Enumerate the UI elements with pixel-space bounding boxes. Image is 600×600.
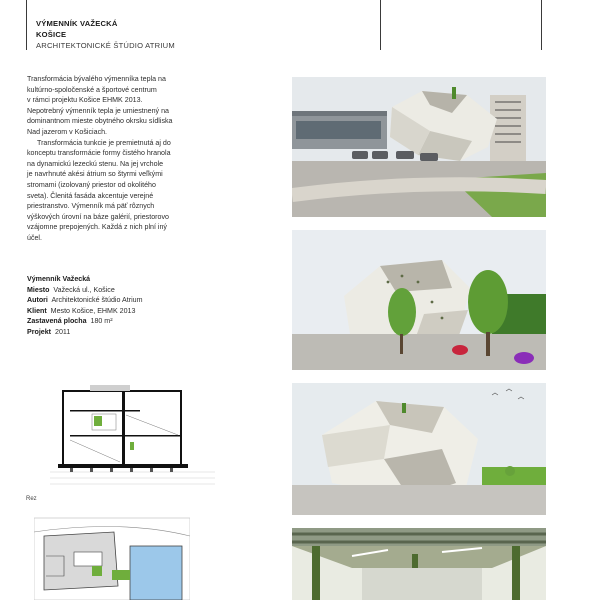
text-line: na dynamickú lezeckú stenu. Na jej vrchole bbox=[27, 159, 164, 168]
info-row: Klient Mesto Košice, EHMK 2013 bbox=[27, 306, 136, 315]
text-line: Nad jazerom v Košiciach. bbox=[27, 127, 108, 136]
text-line: účel. bbox=[27, 233, 42, 242]
project-header bbox=[36, 18, 175, 51]
project-title: VÝMENNÍK VAŽECKÁ bbox=[36, 19, 118, 28]
text-line: výškových úrovní na báze galérií, priestorovo bbox=[27, 212, 169, 221]
text-line: priestranstvo. Výmenník má päť rôznych bbox=[27, 202, 155, 211]
studio-name: ARCHITEKTONICKÉ ŠTÚDIO ATRIUM bbox=[36, 41, 175, 50]
section-drawing bbox=[30, 380, 220, 490]
text-line: stromami (izolovaný priestor od okolitého bbox=[27, 180, 156, 189]
floor-plan-drawing bbox=[34, 516, 190, 600]
text-line: je navrhnuté akési átrium so štyrmi veľkými bbox=[27, 170, 163, 179]
text-line: dominantnom mieste obytného okrsku sídliska bbox=[27, 117, 173, 126]
paragraph-1 bbox=[27, 74, 223, 138]
header-rule-right bbox=[541, 0, 542, 50]
text-line: sveta). Členitá fasáda akcentuje verejné bbox=[27, 191, 154, 200]
photo-street-view bbox=[292, 77, 546, 217]
photo-plaza-view bbox=[292, 383, 546, 515]
text-line: vzájomne prepojených. Každá z nich plní iný bbox=[27, 223, 167, 232]
text-line: Nepotrebný výmenník tepla je umiestnený na bbox=[27, 106, 169, 115]
text-line: Transformácia bývalého výmenníka tepla na bbox=[27, 75, 166, 83]
section-label: Rez bbox=[26, 496, 37, 502]
text-line: konceptu transformácie formy čistého hranola bbox=[27, 149, 171, 158]
info-row: Zastavená plocha 180 m² bbox=[27, 317, 113, 326]
photo-interior bbox=[292, 528, 546, 600]
photo-climbing-wall bbox=[292, 230, 546, 370]
header-rule-left bbox=[26, 0, 27, 50]
text-line: v rámci projektu Košice EHMK 2013. bbox=[27, 96, 143, 105]
info-name: Výmenník Važecká bbox=[27, 275, 91, 283]
text-line: Transformácia tunkcie je premietnutá aj do bbox=[37, 138, 171, 147]
project-info bbox=[27, 274, 143, 338]
text-line: kultúrno-spoločenské a športové centrum bbox=[27, 85, 157, 94]
header-rule-middle bbox=[380, 0, 381, 50]
project-city: KOŠICE bbox=[36, 30, 67, 39]
info-row: Projekt 2011 bbox=[27, 327, 71, 336]
info-row: Autori Architektonické štúdio Atrium bbox=[27, 296, 143, 305]
paragraph-2 bbox=[27, 138, 223, 244]
project-description bbox=[27, 74, 223, 244]
info-row: Miesto Važecká ul., Košice bbox=[27, 285, 115, 294]
